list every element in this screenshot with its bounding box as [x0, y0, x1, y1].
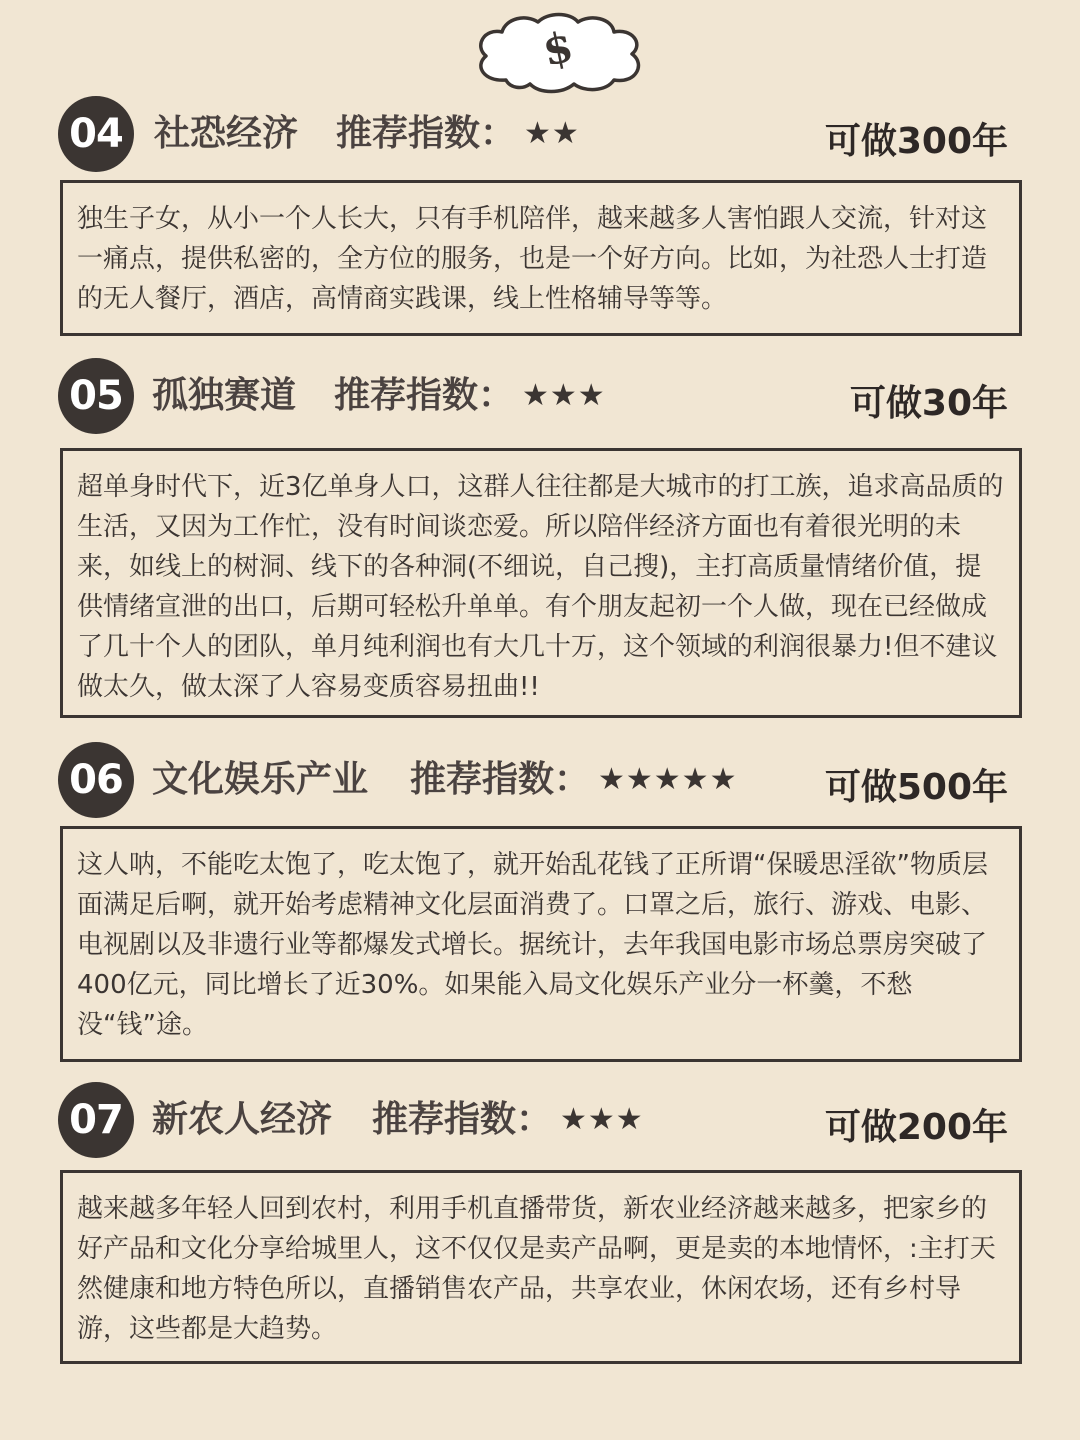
years-label: 可做200年 — [824, 1107, 1008, 1148]
rating-stars: ★★★ — [560, 1102, 644, 1137]
section-body-text: 独生子女，从小一个人长大，只有手机陪伴，越来越多人害怕跟人交流，针对这一痛点，提供私密的，全方位的服务，也是一个好方向。比如，为社恐人士打造的无人餐厅，酒店，高情商实践课，线上性格辅导等等。 — [77, 204, 988, 314]
section-body-text: 这人呐，不能吃太饱了，吃太饱了，就开始乱花钱了正所谓“保暖思淫欲”物质层面满足后啊，就开始考虑精神文化层面消费了。口罩之后，旅行、游戏、电影、电视剧以及非遗行业等都爆发式增长。据统计，去年我国电影市场总票房突破了400亿元，同比增长了近30%。如果能入局文化娱乐产业分一杯羹，不愁没“钱”途。 — [77, 850, 988, 1040]
section-body-text: 超单身时代下，近3亿单身人口，这群人往往都是大城市的打工族，追求高品质的生活，又因为工作忙，没有时间谈恋爱。所以陪伴经济方面也有着很光明的未来，如线上的树洞、线下的各种洞(不细说，自己搜)，主打高质量情绪价值，提供情绪宣泄的出口，后期可轻松升单单。有个朋友起初一个人做，现在已经做成了几十个人的团队，单月纯利润也有大几十万，这个领域的利润很暴力!但不建议做太久，做太深了人容易变质容易扭曲!! — [77, 472, 1004, 702]
dollar-cloud-icon — [466, 8, 650, 96]
section-body-text: 越来越多年轻人回到农村，利用手机直播带货，新农业经济越来越多，把家乡的好产品和文化分享给城里人，这不仅仅是卖产品啊，更是卖的本地情怀，:主打天然健康和地方特色所以，直播销售农产品，共享农业，休闲农场，还有乡村导游，这些都是大趋势。 — [77, 1194, 996, 1344]
years-label: 可做300年 — [824, 121, 1008, 162]
rating-stars: ★★ — [524, 116, 580, 151]
section-title: 新农人经济 — [152, 1099, 333, 1140]
years-label: 可做30年 — [849, 383, 1008, 424]
section-title: 孤独赛道 — [152, 375, 297, 416]
section-title: 文化娱乐产业 — [152, 759, 369, 800]
section-number-badge: 05 — [58, 358, 134, 434]
rating-stars: ★★★ — [522, 378, 606, 413]
section-number-badge: 04 — [58, 96, 134, 172]
years-label: 可做500年 — [824, 767, 1008, 808]
section-number-badge: 06 — [58, 742, 134, 818]
section-body — [60, 448, 1022, 718]
section-number-badge: 07 — [58, 1082, 134, 1158]
rating-label: 推荐指数： — [336, 113, 517, 154]
rating-label: 推荐指数： — [410, 759, 591, 800]
section-body — [60, 826, 1022, 1062]
rating-stars: ★★★★★ — [598, 762, 738, 797]
section-title: 社恐经济 — [154, 113, 299, 154]
section-body — [60, 1170, 1022, 1364]
rating-label: 推荐指数： — [334, 375, 515, 416]
rating-label: 推荐指数： — [372, 1099, 553, 1140]
section-body — [60, 180, 1022, 336]
dollar-sign: $ — [538, 21, 578, 76]
